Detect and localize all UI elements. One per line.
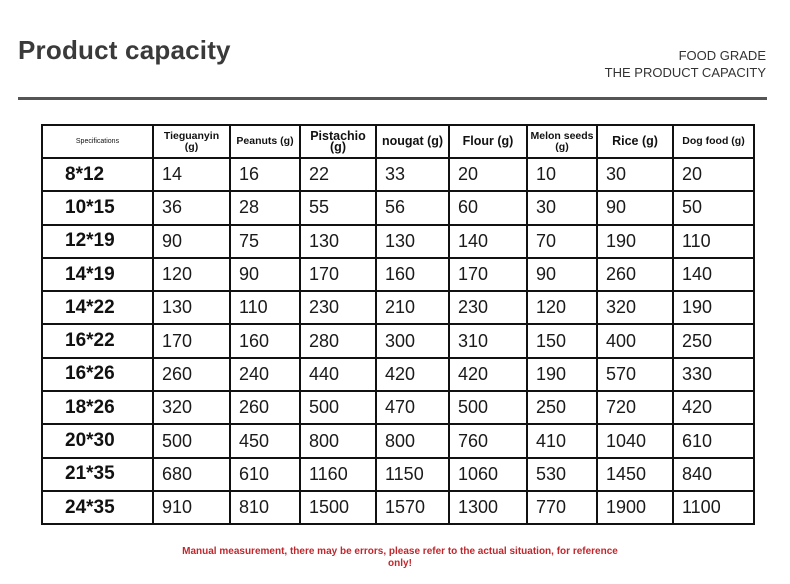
capacity-cell: 50 xyxy=(673,191,754,224)
capacity-cell: 30 xyxy=(597,158,673,191)
header-divider xyxy=(18,97,767,100)
capacity-cell: 140 xyxy=(449,225,527,258)
capacity-cell: 330 xyxy=(673,358,754,391)
capacity-cell: 130 xyxy=(300,225,376,258)
capacity-cell: 55 xyxy=(300,191,376,224)
capacity-cell: 770 xyxy=(527,491,597,524)
capacity-cell: 910 xyxy=(153,491,230,524)
spec-size-cell: 14*19 xyxy=(42,258,153,291)
capacity-cell: 170 xyxy=(449,258,527,291)
capacity-cell: 680 xyxy=(153,458,230,491)
capacity-cell: 110 xyxy=(673,225,754,258)
subtitle-line-food-grade: FOOD GRADE xyxy=(678,48,766,63)
capacity-cell: 1450 xyxy=(597,458,673,491)
capacity-cell: 190 xyxy=(597,225,673,258)
capacity-cell: 280 xyxy=(300,324,376,357)
capacity-cell: 400 xyxy=(597,324,673,357)
capacity-cell: 300 xyxy=(376,324,449,357)
table-row xyxy=(42,424,754,457)
column-header-specifications: Specifications xyxy=(42,125,153,158)
capacity-cell: 260 xyxy=(597,258,673,291)
capacity-cell: 120 xyxy=(153,258,230,291)
capacity-cell: 320 xyxy=(597,291,673,324)
column-header-nougat: nougat (g) xyxy=(376,125,449,158)
capacity-cell: 420 xyxy=(449,358,527,391)
capacity-cell: 310 xyxy=(449,324,527,357)
capacity-cell: 230 xyxy=(300,291,376,324)
subtitle-line-product-capacity: THE PRODUCT CAPACITY xyxy=(604,65,766,80)
capacity-cell: 170 xyxy=(153,324,230,357)
capacity-cell: 1100 xyxy=(673,491,754,524)
capacity-cell: 610 xyxy=(673,424,754,457)
table-row xyxy=(42,158,754,191)
capacity-cell: 20 xyxy=(673,158,754,191)
column-header-peanuts: Peanuts (g) xyxy=(230,125,300,158)
spec-size-cell: 12*19 xyxy=(42,225,153,258)
capacity-cell: 320 xyxy=(153,391,230,424)
table-row xyxy=(42,458,754,491)
capacity-cell: 130 xyxy=(153,291,230,324)
table-row xyxy=(42,491,754,524)
capacity-cell: 610 xyxy=(230,458,300,491)
table-row xyxy=(42,324,754,357)
column-header-pistachio: Pistachio (g) xyxy=(300,125,376,158)
capacity-cell: 420 xyxy=(376,358,449,391)
capacity-cell: 150 xyxy=(527,324,597,357)
capacity-cell: 190 xyxy=(673,291,754,324)
table-row xyxy=(42,291,754,324)
capacity-cell: 160 xyxy=(230,324,300,357)
capacity-cell: 16 xyxy=(230,158,300,191)
capacity-cell: 260 xyxy=(230,391,300,424)
spec-size-cell: 24*35 xyxy=(42,491,153,524)
capacity-cell: 800 xyxy=(300,424,376,457)
capacity-cell: 1160 xyxy=(300,458,376,491)
capacity-cell: 1300 xyxy=(449,491,527,524)
capacity-cell: 130 xyxy=(376,225,449,258)
capacity-cell: 75 xyxy=(230,225,300,258)
capacity-cell: 70 xyxy=(527,225,597,258)
capacity-cell: 230 xyxy=(449,291,527,324)
column-header-tieguanyin: Tieguanyin (g) xyxy=(153,125,230,158)
capacity-cell: 90 xyxy=(597,191,673,224)
capacity-cell: 36 xyxy=(153,191,230,224)
subtitle-block xyxy=(605,47,766,81)
capacity-cell: 110 xyxy=(230,291,300,324)
spec-size-cell: 16*22 xyxy=(42,324,153,357)
capacity-cell: 500 xyxy=(449,391,527,424)
capacity-cell: 14 xyxy=(153,158,230,191)
column-header-rice: Rice (g) xyxy=(597,125,673,158)
disclaimer-note: Manual measurement, there may be errors, please refer to the actual situation, for reference only! xyxy=(182,546,618,569)
capacity-cell: 20 xyxy=(449,158,527,191)
spec-size-cell: 10*15 xyxy=(42,191,153,224)
capacity-cell: 440 xyxy=(300,358,376,391)
capacity-cell: 500 xyxy=(153,424,230,457)
table-row xyxy=(42,191,754,224)
capacity-cell: 30 xyxy=(527,191,597,224)
capacity-cell: 470 xyxy=(376,391,449,424)
capacity-cell: 1500 xyxy=(300,491,376,524)
capacity-cell: 250 xyxy=(527,391,597,424)
column-header-flour: Flour (g) xyxy=(449,125,527,158)
capacity-cell: 60 xyxy=(449,191,527,224)
capacity-cell: 810 xyxy=(230,491,300,524)
capacity-cell: 1900 xyxy=(597,491,673,524)
capacity-cell: 160 xyxy=(376,258,449,291)
spec-size-cell: 16*26 xyxy=(42,358,153,391)
capacity-cell: 420 xyxy=(673,391,754,424)
capacity-cell: 530 xyxy=(527,458,597,491)
capacity-cell: 90 xyxy=(230,258,300,291)
capacity-cell: 120 xyxy=(527,291,597,324)
capacity-cell: 570 xyxy=(597,358,673,391)
capacity-cell: 190 xyxy=(527,358,597,391)
table-row xyxy=(42,258,754,291)
table-row xyxy=(42,391,754,424)
spec-size-cell: 14*22 xyxy=(42,291,153,324)
capacity-cell: 1570 xyxy=(376,491,449,524)
table-row xyxy=(42,225,754,258)
capacity-cell: 90 xyxy=(527,258,597,291)
capacity-cell: 140 xyxy=(673,258,754,291)
table-body xyxy=(42,158,754,524)
table-row xyxy=(42,358,754,391)
column-header-dog-food: Dog food (g) xyxy=(673,125,754,158)
capacity-cell: 500 xyxy=(300,391,376,424)
capacity-cell: 410 xyxy=(527,424,597,457)
capacity-cell: 10 xyxy=(527,158,597,191)
capacity-cell: 720 xyxy=(597,391,673,424)
capacity-cell: 800 xyxy=(376,424,449,457)
spec-size-cell: 18*26 xyxy=(42,391,153,424)
capacity-cell: 1040 xyxy=(597,424,673,457)
capacity-cell: 260 xyxy=(153,358,230,391)
table-header-row xyxy=(42,125,754,158)
spec-size-cell: 8*12 xyxy=(42,158,153,191)
capacity-cell: 22 xyxy=(300,158,376,191)
capacity-table xyxy=(41,124,755,525)
capacity-cell: 170 xyxy=(300,258,376,291)
capacity-cell: 56 xyxy=(376,191,449,224)
capacity-cell: 28 xyxy=(230,191,300,224)
page-title: Product capacity xyxy=(18,35,231,65)
column-header-melon-seeds: Melon seeds (g) xyxy=(527,125,597,158)
capacity-cell: 450 xyxy=(230,424,300,457)
spec-size-cell: 20*30 xyxy=(42,424,153,457)
capacity-cell: 840 xyxy=(673,458,754,491)
capacity-cell: 1150 xyxy=(376,458,449,491)
capacity-cell: 250 xyxy=(673,324,754,357)
spec-size-cell: 21*35 xyxy=(42,458,153,491)
capacity-cell: 210 xyxy=(376,291,449,324)
capacity-cell: 240 xyxy=(230,358,300,391)
capacity-cell: 760 xyxy=(449,424,527,457)
capacity-cell: 90 xyxy=(153,225,230,258)
capacity-cell: 1060 xyxy=(449,458,527,491)
capacity-cell: 33 xyxy=(376,158,449,191)
